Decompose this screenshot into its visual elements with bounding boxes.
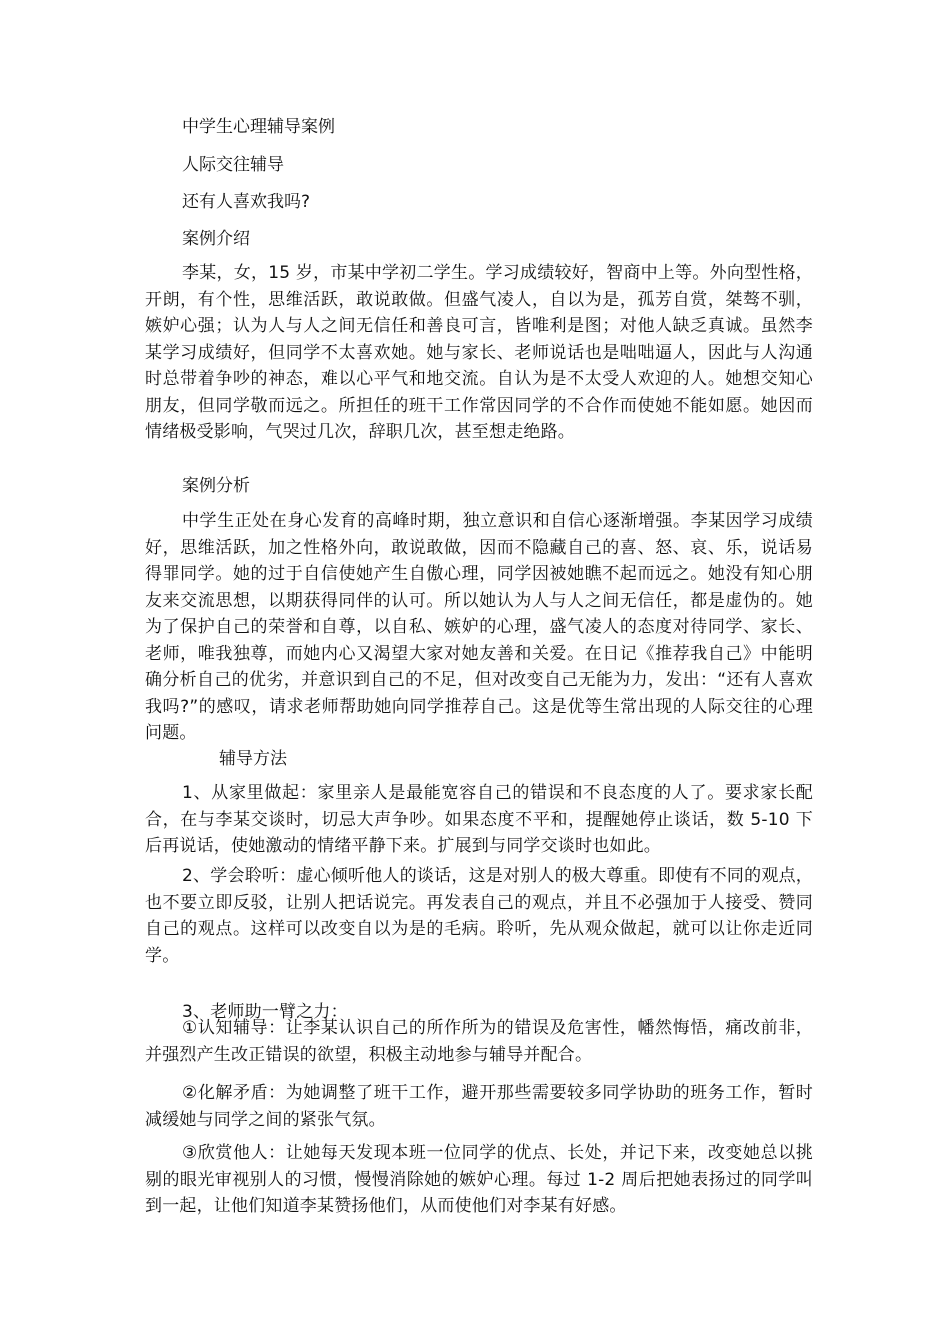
analysis-paragraph: 中学生正处在身心发育的高峰时期，独立意识和自信心逐渐增强。李某因学习成绩好，思维活跃，加之性格外向，敢说敢做，因而不隐藏自己的喜、怒、哀、乐，说话易得罪同学。她的过于自信使她产生自傲心理，同学因被她瞧不起而远之。她没有知心朋友来交流思想，以期获得同伴的认可。所以她认为人与人之间无信任，都是虚伪的。她为了保护自己的荣誉和自尊，以自私、嫉妒的心理，盛气凌人的态度对待同学、家长、老师，唯我独尊，而她内心又渴望大家对她友善和关爱。在日记《推荐我自己》中能明确分析自己的优劣，并意识到自己的不足，但对改变自己无能为力，发出：“还有人喜欢我吗?”的感叹，请求老师帮助她向同学推荐自己。这是优等生常出现的人际交往的心理问题。: [145, 511, 813, 743]
section-heading-analysis: 案例分析: [182, 476, 250, 496]
document-title: 中学生心理辅导案例: [182, 117, 335, 137]
method-item-3-3: ③欣赏他人：让她每天发现本班一位同学的优点、长处，并记下来，改变她总以挑剔的眼光审视别人的习惯，慢慢消除她的嫉妒心理。每过 1-2 周后把她表扬过的同学叫到一起，让他们知道李某赞扬他们，从而使他们对李某有好感。: [145, 1143, 813, 1216]
document-subtitle: 人际交往辅导: [182, 155, 284, 175]
method-item-3: 3、老师助一臂之力：: [182, 1002, 348, 1022]
method-item-3-1: ①认知辅导：让李某认识自己的所作所为的错误及危害性，幡然悔悟，痛改前非，并强烈产生改正错误的欲望，积极主动地参与辅导并配合。: [145, 1018, 813, 1065]
case-title: 还有人喜欢我吗?: [182, 192, 311, 212]
intro-paragraph: 李某，女，15 岁，市某中学初二学生。学习成绩较好，智商中上等。外向型性格，开朗，有个性，思维活跃，敢说敢做。但盛气凌人，自以为是，孤芳自赏，桀骜不驯，嫉妒心强；认为人与人之间无信任和善良可言，皆唯利是图；对他人缺乏真诚。虽然李某学习成绩好，但同学不太喜欢她。她与家长、老师说话也是咄咄逼人，因此与人沟通时总带着争吵的神态，难以心平气和地交流。自认为是不太受人欢迎的人。她想交知心朋友，但同学敬而远之。所担任的班干工作常因同学的不合作而使她不能如愿。她因而情绪极受影响，气哭过几次，辞职几次，甚至想走绝路。: [145, 263, 813, 442]
method-item-3-2: ②化解矛盾：为她调整了班干工作，避开那些需要较多同学协助的班务工作，暂时减缓她与同学之间的紧张气氛。: [145, 1083, 813, 1130]
method-item-2: 2、学会聆听：虚心倾听他人的谈话，这是对别人的极大尊重。即使有不同的观点，也不要立即反驳，让别人把话说完。再发表自己的观点，并且不必强加于人接受、赞同自己的观点。这样可以改变自以为是的毛病。聆听，先从观众做起，就可以让你走近同学。: [145, 866, 813, 966]
method-item-1: 1、从家里做起：家里亲人是最能宽容自己的错误和不良态度的人了。要求家长配合，在与李某交谈时，切忌大声争吵。如果态度不平和，提醒她停止谈话，数 5-10 下后再说话，使她激动的情绪平静下来。扩展到与同学交谈时也如此。: [145, 783, 813, 856]
section-heading-method: 辅导方法: [219, 749, 287, 769]
section-heading-intro: 案例介绍: [182, 229, 250, 249]
